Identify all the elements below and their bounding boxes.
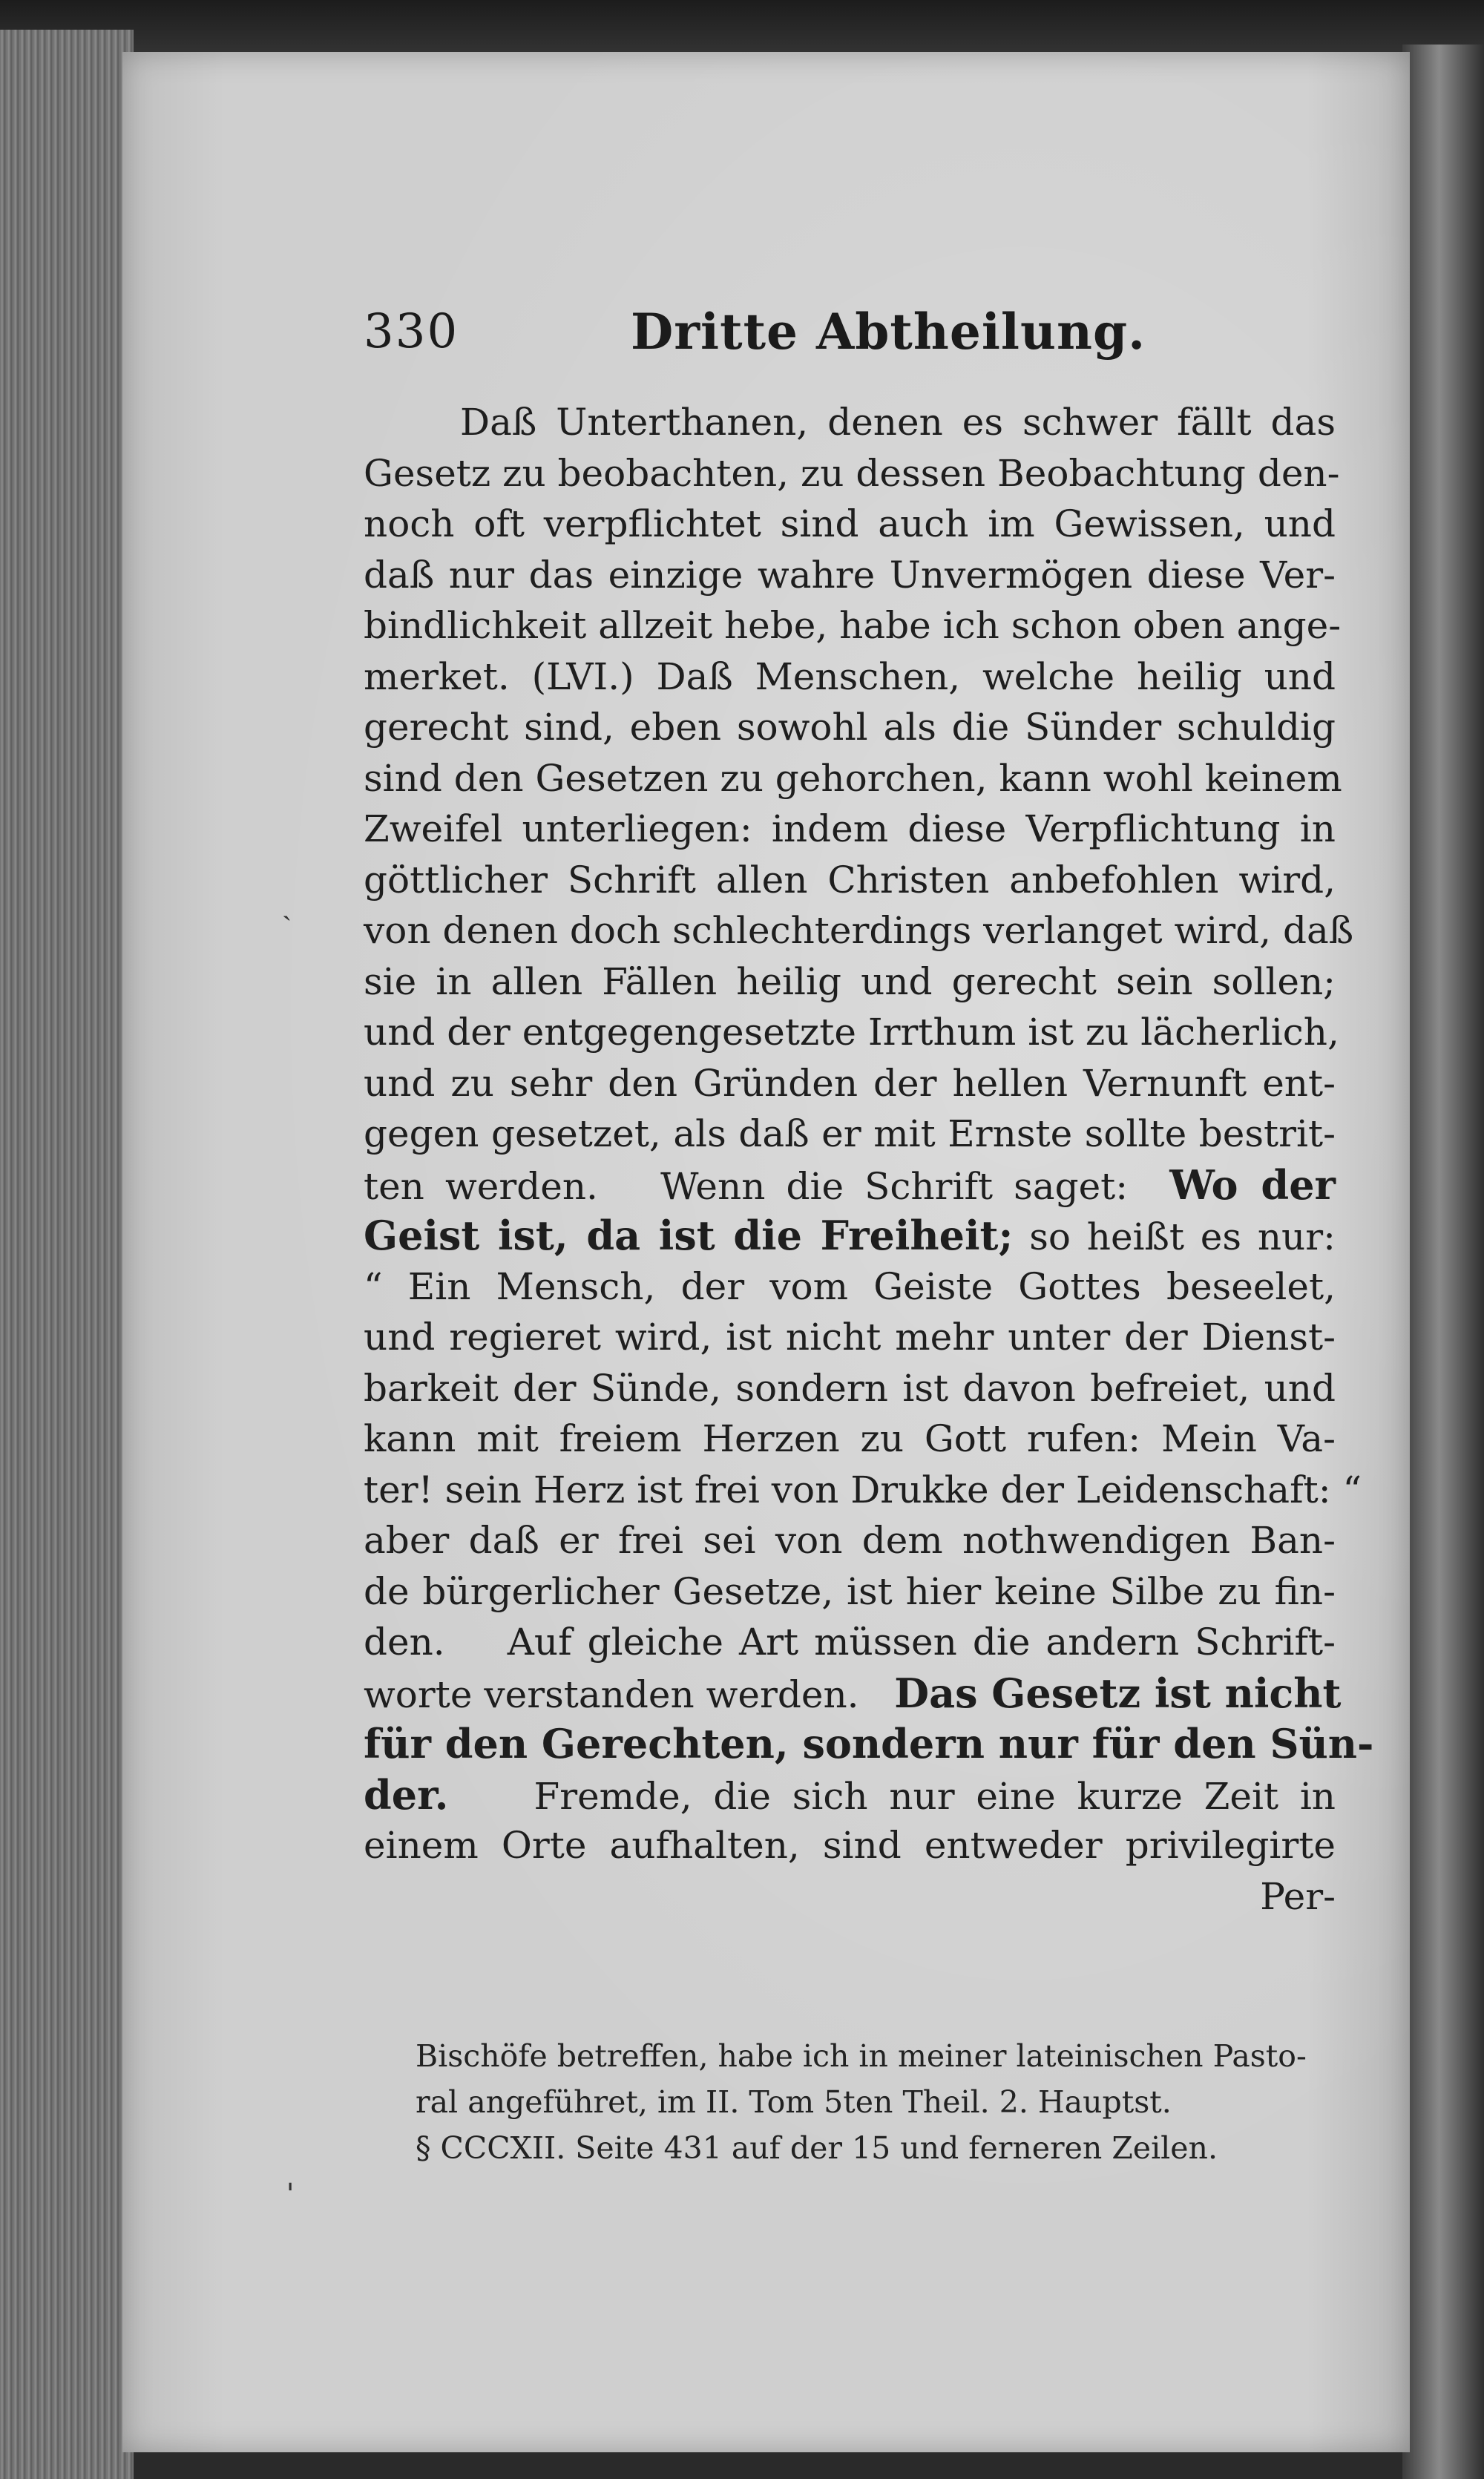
emphasized-quote: Wo der [1169,1160,1336,1209]
text-line: Daß Unterthanen, denen es schwer fällt das [460,401,1336,444]
text-line: de bürgerlicher Gesetze, ist hier keine Silbe zu fin- [364,1569,1336,1613]
book-gutter [1402,45,1484,2479]
text-line [364,1770,1336,1821]
text-line: bindlichkeit allzeit hebe, habe ich schon oben ange- [364,604,1342,647]
footnote-line: § CCCXII. Seite 431 auf der 15 und ferneren Zeilen. [416,2130,1218,2166]
emphasized-quote: Geist ist, da ist die Freiheit; [364,1212,1014,1259]
text-line: aber daß er frei sei von dem nothwendigen Ban- [364,1519,1336,1562]
ink-speck: ˈ [286,2178,295,2216]
text-line: und der entgegengesetzte Irrthum ist zu lächerlich, [364,1011,1339,1054]
text-fragment: Fremde, die sich nur eine kurze Zeit in [533,1774,1336,1818]
body-text [364,397,1374,1922]
running-head: Dritte Abtheilung. [631,303,1146,361]
text-line: noch oft verpflichtet sind auch im Gewissen, und [364,502,1336,545]
text-line: sie in allen Fällen heilig und gerecht sein sollen; [364,959,1336,1003]
text-line: daß nur das einzige wahre Unvermögen diese Ver- [364,553,1336,597]
text-line: merket. (LVI.) Daß Menschen, welche heilig und [364,654,1336,698]
text-fragment: so heißt es nur: [1029,1215,1336,1258]
text-line [364,1210,1336,1261]
text-line: und zu sehr den Gründen der hellen Vernunft ent- [364,1061,1336,1105]
text-line: gerecht sind, eben sowohl als die Sünder schuldig [364,706,1336,749]
text-fragment: den. [364,1621,445,1664]
catchword: Per- [1260,1874,1336,1918]
text-line: göttlicher Schrift allen Christen anbefohlen wird, [364,858,1336,902]
ink-speck: ˏ [282,887,292,922]
text-line: “ Ein Mensch, der vom Geiste Gottes beseelet, [364,1264,1336,1308]
text-line: kann mit freiem Herzen zu Gott rufen: Mein Va- [364,1417,1336,1460]
text-line: von denen doch schlechterdings verlanget wird, daß [364,909,1354,952]
page-header [364,297,1365,378]
book-fore-edge [0,30,134,2479]
text-fragment: ten werden. [364,1164,598,1208]
text-fragment: worte verstanden werden. [364,1672,859,1716]
text-line: sind den Gesetzen zu gehorchen, kann wohl keinem [364,756,1342,800]
text-line [364,1668,1342,1719]
text-line [364,1160,1336,1211]
emphasized-quote: der. [364,1770,449,1819]
text-line: barkeit der Sünde, sondern ist davon befreiet, und [364,1366,1336,1410]
text-line: einem Orte aufhalten, sind entweder privilegirte [364,1824,1336,1867]
footnote-line: ral angeführet, im II. Tom 5ten Theil. 2. Hauptst. [416,2084,1172,2120]
emphasized-quote: für den Gerechten, sondern nur für den Sün- [364,1720,1374,1767]
text-line: und regieret wird, ist nicht mehr unter der Dienst- [364,1316,1336,1359]
footnote-line: Bischöfe betreffen, habe ich in meiner lateinischen Pasto- [416,2038,1307,2074]
footnote [416,2033,1328,2171]
text-line [364,1617,1336,1668]
page-number: 330 [364,304,459,359]
text-line: Gesetz zu beobachten, zu dessen Beobachtung den- [364,451,1340,495]
text-fragment: Auf gleiche Art müssen die andern Schrift- [507,1621,1336,1664]
text-line: ter! sein Herz ist frei von Drukke der Leidenschaft: “ [364,1468,1362,1511]
emphasized-quote: Das Gesetz ist nicht [894,1669,1342,1717]
text-fragment: Wenn die Schrift saget: [660,1164,1129,1208]
text-line: gegen gesetzet, als daß er mit Ernste sollte bestrit- [364,1112,1336,1155]
text-line: Zweifel unterliegen: indem diese Verpflichtung in [364,807,1336,850]
